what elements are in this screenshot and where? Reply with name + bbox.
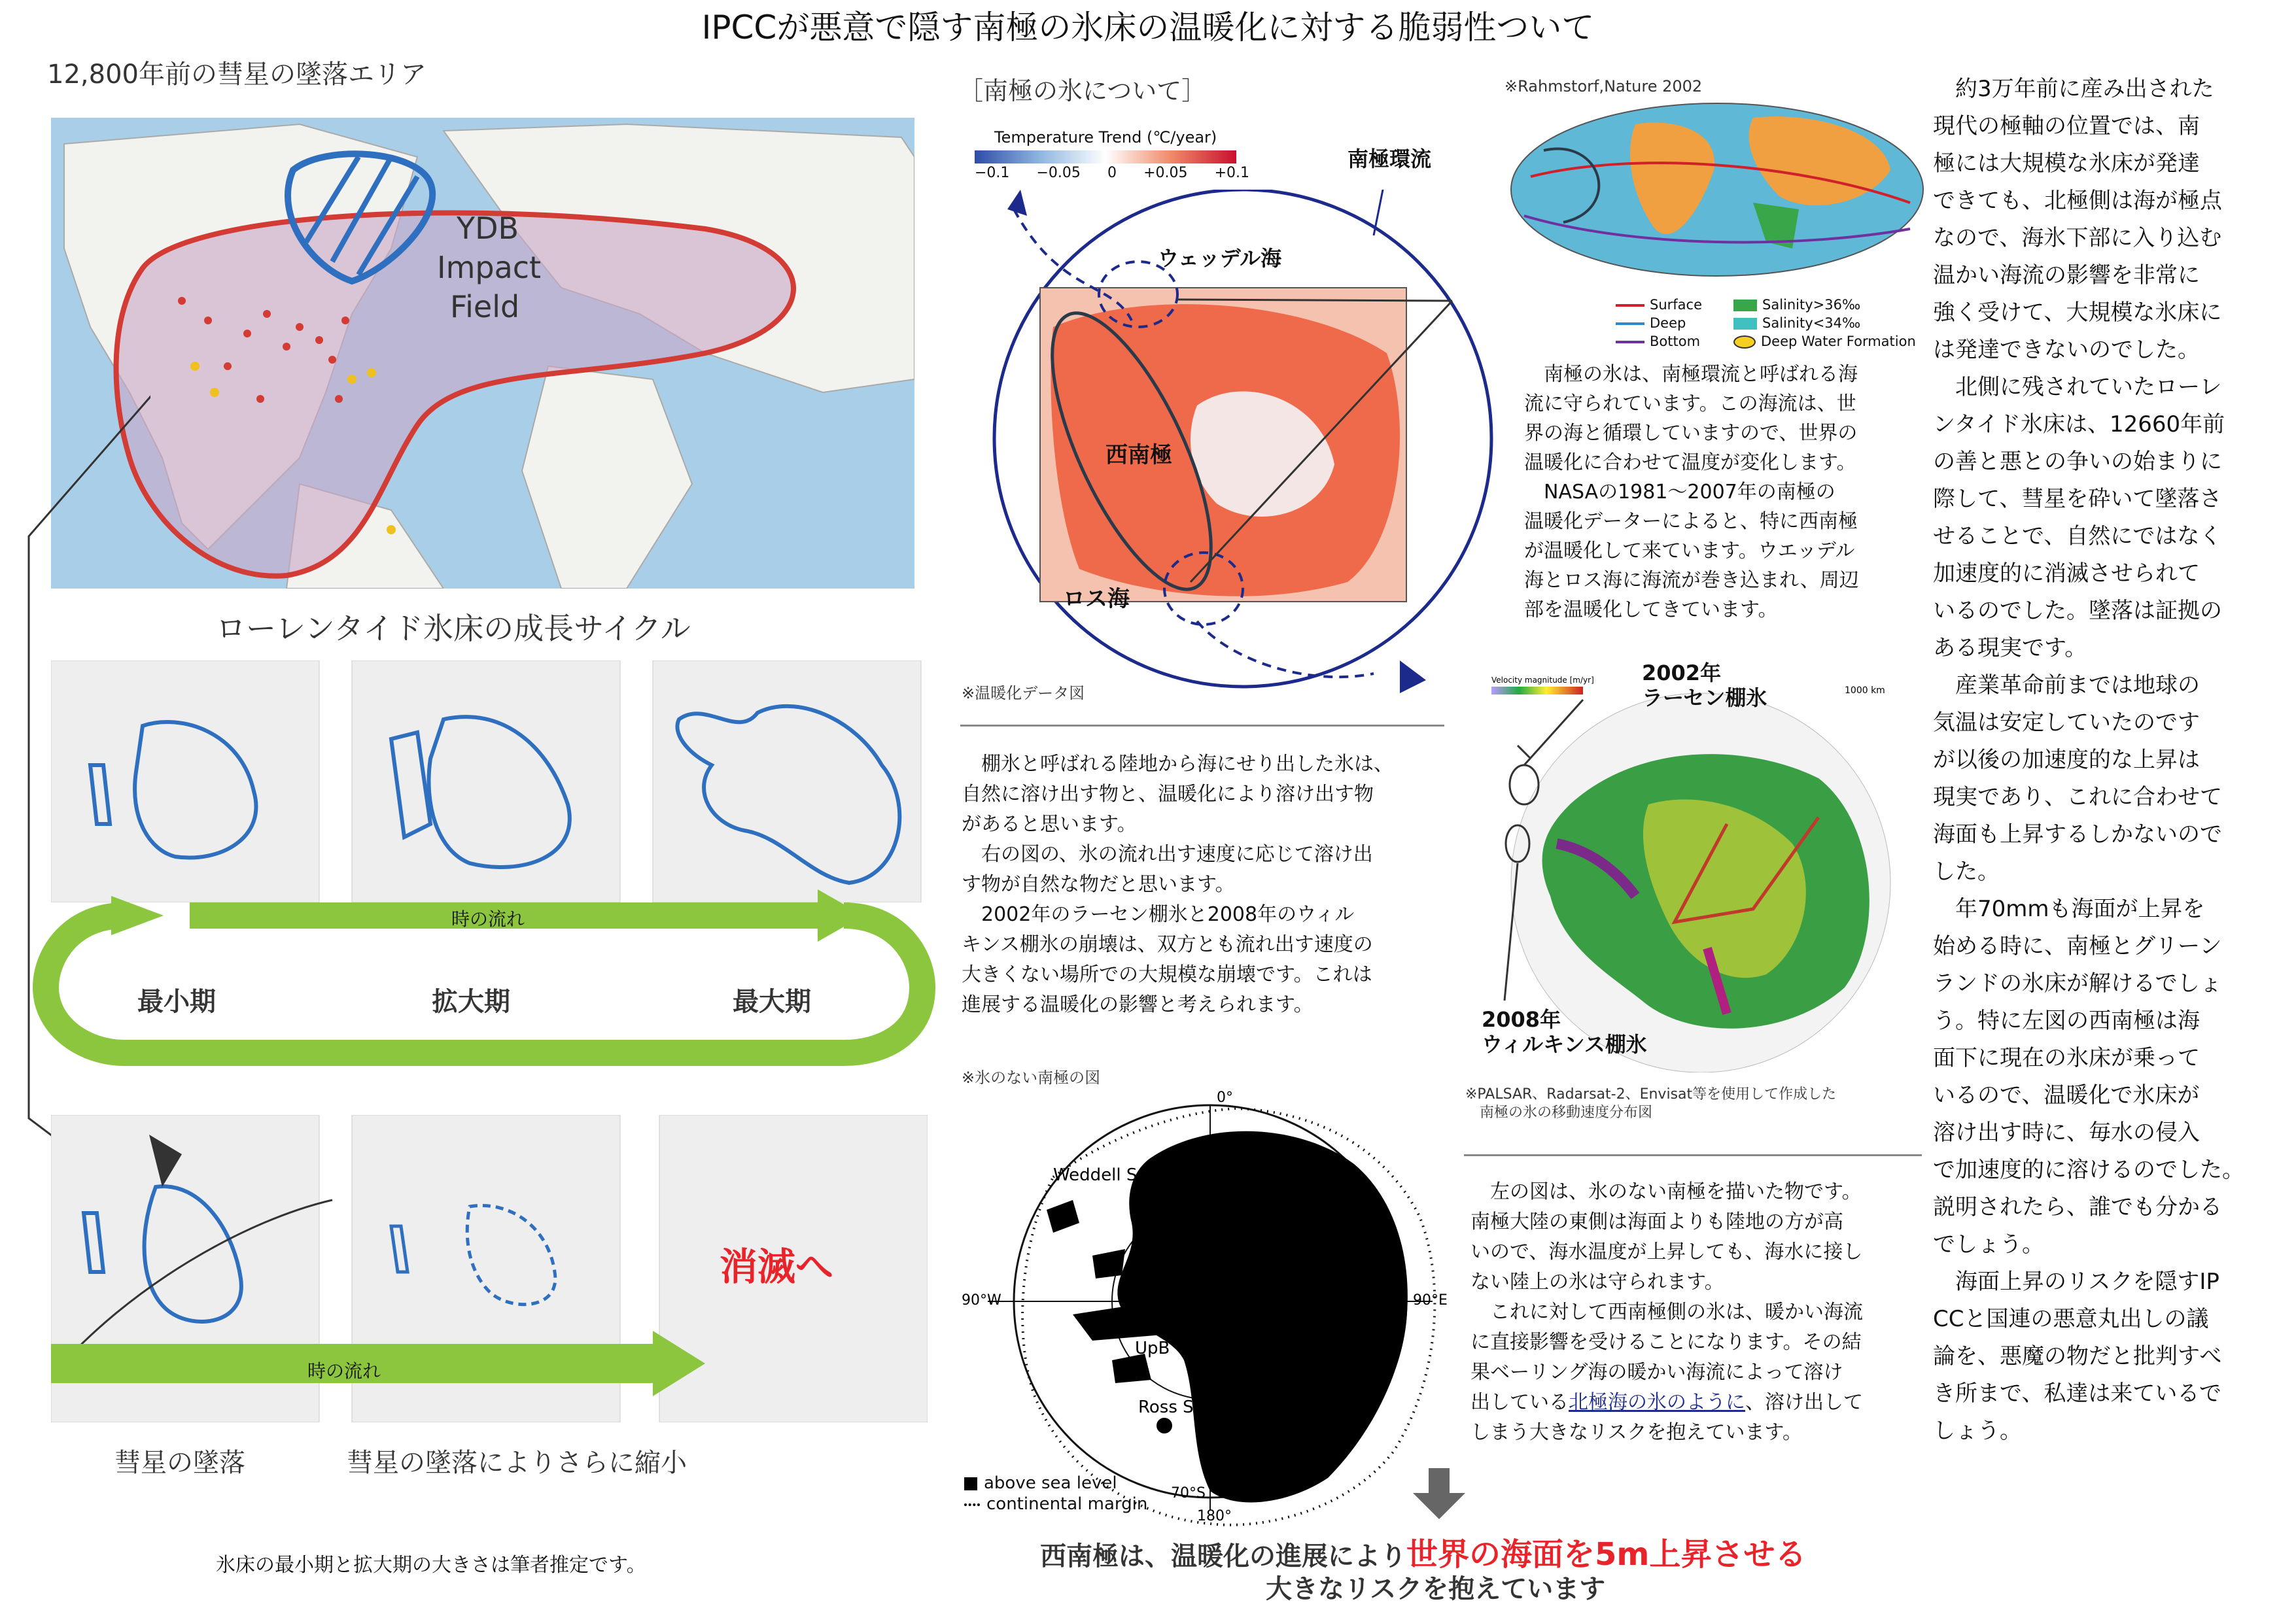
paragraph-circumpolar: 南極の氷は、南極環流と呼ばれる海 流に守られています。この海流は、世 界の海と循環していますので、世界の 温暖化に合わせて温度が変化します。 NASAの1981～2007年の南極の 温暖化データーによると、特に西南極 が温暖化して来ています。ウエッデル 海とロス海に海流が巻き込まれ、周辺 部を温暖化してきています。 (1524, 363, 1859, 621)
page-title: IPCCが悪意で隠す南極の氷床の温暖化に対する脆弱性ついて (701, 9, 1595, 46)
conclusion-pre: 西南極は、温暖化の進展により (1040, 1541, 1406, 1571)
conclusion-line-1 (1040, 1529, 1806, 1574)
comet-area-heading: 12,800年前の彗星の墜落エリア (47, 60, 426, 90)
warming-data-caption: ※温暖化データ図 (962, 684, 1085, 702)
no-ice-legend (964, 1473, 1147, 1515)
legend-continental-margin: continental margin (986, 1494, 1148, 1514)
para3-tail: 、溶け出して しまう大きなリスクを抱えています。 (1470, 1391, 1863, 1444)
ice-cycle-row-1 (51, 660, 928, 902)
time-flow-label-top: 時の流れ (451, 908, 525, 930)
rahmstorf-ref: ※Rahmstorf,Nature 2002 (1505, 77, 1703, 95)
map-deg0: 0° (1217, 1089, 1233, 1106)
ocean-legend-2 (1733, 296, 1916, 351)
stage-expand: 拡大期 (432, 987, 510, 1017)
map-e90: 90°E (1413, 1292, 1448, 1309)
stage-min: 最小期 (137, 987, 216, 1017)
paragraph-no-ice (1470, 1177, 1863, 1448)
stage-max: 最大期 (733, 987, 811, 1017)
legend-bottom: Bottom (1650, 334, 1701, 349)
vanish-label: 消滅へ (720, 1244, 834, 1289)
wilkins-year: 2008年 (1482, 1007, 1561, 1032)
map-ross: Ross Sea (1138, 1398, 1215, 1417)
legend-deep-water: Deep Water Formation (1761, 334, 1916, 349)
conclusion-line-2: 大きなリスクを抱えています (1266, 1574, 1606, 1604)
temp-tick: +0.1 (1214, 165, 1249, 181)
down-arrow-icon (1413, 1468, 1465, 1520)
comet-shrink-label: 彗星の墜落によりさらに縮小 (347, 1448, 687, 1478)
no-ice-antarctica-map (962, 1086, 1459, 1530)
map-s70: 70°S (1171, 1485, 1206, 1501)
circumpolar-current-label: 南極環流 (1348, 146, 1432, 171)
ocean-legend (1616, 296, 1702, 351)
temp-tick: −0.05 (1036, 165, 1081, 181)
velocity-legend-label: Velocity magnitude [m/yr] (1491, 676, 1594, 685)
estimate-note: 氷床の最小期と拡大期の大きさは筆者推定です。 (216, 1554, 646, 1577)
comet-impact-label: 彗星の墜落 (114, 1448, 245, 1478)
legend-above-sea-level: above sea level (984, 1473, 1117, 1493)
weddell-sea-jp: ウェッデル海 (1158, 246, 1282, 271)
ydb-label-2: Impact (437, 250, 542, 285)
velocity-scale-label: 1000 km (1845, 685, 1885, 696)
antarctic-ice-heading: ［南極の氷について］ (958, 77, 1207, 105)
legend-deep: Deep (1650, 315, 1686, 331)
divider (1464, 1154, 1922, 1156)
legend-salinity-high: Salinity>36‰ (1762, 297, 1861, 313)
legend-salinity-low: Salinity<34‰ (1762, 315, 1861, 331)
larsen-year: 2002年 (1642, 660, 1722, 685)
larsen-name: ラーセン棚氷 (1642, 685, 1767, 710)
conclusion-red: 世界の海面を5m上昇させる (1406, 1536, 1807, 1573)
map-cr: CR (1209, 1437, 1231, 1456)
map-weddell: Weddell Sea (1053, 1165, 1158, 1185)
para3-main: 左の図は、氷のない南極を描いた物です。 南極大陸の東側は海面よりも陸地の方が高 いので、海水温度が上昇しても、海水に接し ない陸上の氷は守られます。 これに対して西南極側の氷は、暖かい海流 に直接影響を受けることになります。その結 果ベーリング海の暖かい海流によって溶け 出している (1470, 1180, 1863, 1414)
wilkins-label (1482, 1007, 1647, 1057)
map-cb: CB (1209, 1457, 1231, 1475)
west-antarctica-jp: 西南極 (1105, 442, 1172, 468)
map-upb: UpB (1135, 1339, 1170, 1358)
time-flow-label-bottom: 時の流れ (307, 1360, 381, 1382)
comet-impact-map (51, 118, 914, 589)
para3-underlined: 北極海の氷のように (1569, 1391, 1745, 1414)
temp-tick: +0.05 (1143, 165, 1188, 181)
legend-surface: Surface (1650, 297, 1703, 313)
map-w90: 90°W (962, 1292, 1001, 1309)
temp-color-bar (975, 150, 1236, 163)
larsen-label (1642, 660, 1767, 710)
cycle-heading: ローレンタイド氷床の成長サイクル (216, 611, 691, 646)
divider (960, 725, 1444, 727)
paragraph-ice-shelf: 棚氷と呼ばれる陸地から海にせり出した氷は、 自然に溶け出す物と、温暖化により溶け出す物 があると思います。 右の図の、氷の流れ出す速度に応じて溶け出 す物が自然な物だと思います。 2002年のラーセン棚氷と2008年のウィル キンス棚氷の崩壊は、双方とも流れ出す速度の 大きくない場所での大規模な崩壊です。これは 進展する温暖化の影響と考えられます。 (962, 753, 1393, 1016)
temp-tick: −0.1 (975, 165, 1010, 181)
palsar-caption: ※PALSAR、Radarsat-2、Envisat等を使用して作成した 南極の氷の移動速度分布図 (1465, 1086, 1837, 1121)
ydb-label-3: Field (450, 289, 520, 324)
map-s180: 180° (1197, 1508, 1232, 1524)
no-ice-caption: ※氷のない南極の図 (962, 1069, 1101, 1087)
right-column-text: 約3万年前に産み出された 現代の極軸の位置では、南 極には大規模な氷床が発達 できても、北極側は海が極点 なので、海氷下部に入り込む 温かい海流の影響を非常に 強く受けて、大規模な氷床に は発達できないのでした。 北側に残されていたローレ ンタイド氷床は、12660年前 の善と悪との争いの始まりに 際して、彗星を砕いて墜落さ せることで、自然にではなく 加速度的に消滅させられて いるのでした。墜落は証拠の ある現実です。 産業革命前までは地球の 気温は安定していたのです が以後の加速度的な上昇は 現実であり、これに合わせて 海面も上昇するしかないので した。 年70mmも海面が上昇を 始める時に、南極とグリーン ランドの氷床が解けるでしょ う。特に左図の西南極は海 面下に現在の氷床が乗って いるので、温暖化で氷床が 溶け出す時に、毎水の侵入 で加速度的に溶けるのでした。 説明されたら、誰でも分かる でしょう。 海面上昇のリスクを隠すIP CCと国連の悪意丸出しの議 論を、悪魔の物だと批判すべ き所まで、私達は来ているで しょう。 (1933, 76, 2244, 1444)
wilkins-name: ウィルキンス棚氷 (1482, 1032, 1647, 1057)
ross-sea-jp: ロス海 (1063, 586, 1130, 612)
temp-trend-label: Temperature Trend (℃/year) (994, 128, 1217, 146)
temp-tick: 0 (1107, 165, 1117, 181)
temp-ticks (975, 165, 1249, 181)
ydb-label-1: YDB (457, 211, 519, 246)
ocean-circulation-globe (1505, 98, 1930, 281)
